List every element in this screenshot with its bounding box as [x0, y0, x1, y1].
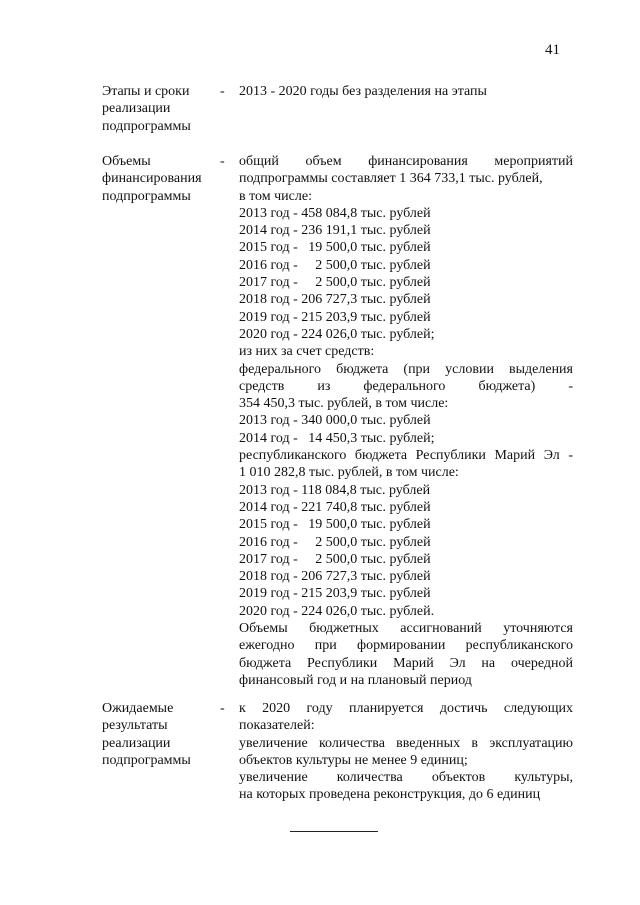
content-line: 2016 год - 2 500,0 тыс. рублей — [239, 257, 431, 273]
content-line: подпрограммы составляет 1 364 733,1 тыс. рублей, — [239, 171, 543, 187]
content-line: 2017 год - 2 500,0 тыс. рублей — [239, 551, 431, 567]
content-line: 2020 год - 224 026,0 тыс. рублей. — [239, 603, 435, 619]
content-line: 2019 год - 215 203,9 тыс. рублей — [239, 586, 431, 602]
section-dash: - — [220, 84, 225, 99]
content-line: бюджета Республики Марий Эл на очередной — [239, 655, 573, 671]
content-line: 1 010 282,8 тыс. рублей, в том числе: — [239, 465, 459, 481]
section-content — [239, 153, 573, 689]
content-line: федерального бюджета (при условии выделения — [239, 361, 573, 377]
label-line: реализации — [102, 735, 171, 751]
content-line: 2015 год - 19 500,0 тыс. рублей — [239, 517, 431, 533]
end-divider — [290, 831, 378, 832]
content-line: 354 450,3 тыс. рублей, в том числе: — [239, 396, 449, 412]
content-line: 2013 - 2020 годы без разделения на этапы — [239, 84, 487, 99]
label-line: подпрограммы — [102, 752, 191, 768]
content-line: 2014 год - 221 740,8 тыс. рублей — [239, 499, 431, 515]
content-line: 2014 год - 236 191,1 тыс. рублей — [239, 223, 431, 239]
content-line: увеличение количества объектов культуры, — [239, 770, 573, 786]
label-line: Этапы и сроки — [102, 84, 190, 99]
content-line: 2018 год - 206 727,3 тыс. рублей — [239, 569, 431, 585]
label-line: подпрограммы — [102, 188, 191, 204]
label-line: подпрограммы — [102, 118, 191, 134]
section-content — [239, 83, 573, 100]
content-line: 2013 год - 340 000,0 тыс. рублей — [239, 413, 431, 429]
label-line: финансирования — [102, 171, 202, 187]
content-line: из них за счет средств: — [239, 344, 375, 360]
content-line: финансовый год и на плановый период — [239, 672, 472, 688]
content-line: средств из федерального бюджета) - — [239, 378, 573, 394]
content-line: 2020 год - 224 026,0 тыс. рублей; — [239, 326, 435, 342]
content-line: объектов культуры не менее 9 единиц; — [239, 752, 468, 768]
content-line: 2015 год - 19 500,0 тыс. рублей — [239, 240, 431, 256]
section-content — [239, 700, 573, 804]
label-line: результаты — [102, 718, 168, 734]
content-line: на которых проведена реконструкция, до 6 единиц — [239, 787, 541, 803]
section-dash: - — [220, 154, 225, 169]
content-line: 2013 год - 118 084,8 тыс. рублей — [239, 482, 431, 498]
page-number: 41 — [545, 42, 560, 58]
section-dash: - — [220, 701, 225, 716]
section-label — [102, 700, 214, 769]
content-line: 2016 год - 2 500,0 тыс. рублей — [239, 534, 431, 550]
content-line: к 2020 году планируется достичь следующих — [239, 701, 573, 716]
content-line: 2014 год - 14 450,3 тыс. рублей; — [239, 430, 435, 446]
content-line: республиканского бюджета Республики Марий Эл - — [239, 448, 573, 464]
content-line: 2019 год - 215 203,9 тыс. рублей — [239, 309, 431, 325]
content-line: показателей: — [239, 718, 315, 734]
content-line: в том числе: — [239, 188, 312, 204]
label-line: Ожидаемые — [102, 701, 174, 716]
content-line: 2018 год - 206 727,3 тыс. рублей — [239, 292, 431, 308]
content-line: общий объем финансирования мероприятий — [239, 154, 573, 169]
section-label — [102, 153, 214, 205]
content-line: 2013 год - 458 084,8 тыс. рублей — [239, 205, 431, 221]
content-line: ежегодно при формировании республиканского — [239, 638, 573, 654]
content-line: увеличение количества введенных в эксплуатацию — [239, 735, 573, 751]
section-label — [102, 83, 214, 135]
content-line: 2017 год - 2 500,0 тыс. рублей — [239, 275, 431, 291]
label-line: Объемы — [102, 154, 151, 169]
content-line: Объемы бюджетных ассигнований уточняются — [239, 621, 573, 637]
label-line: реализации — [102, 101, 171, 117]
